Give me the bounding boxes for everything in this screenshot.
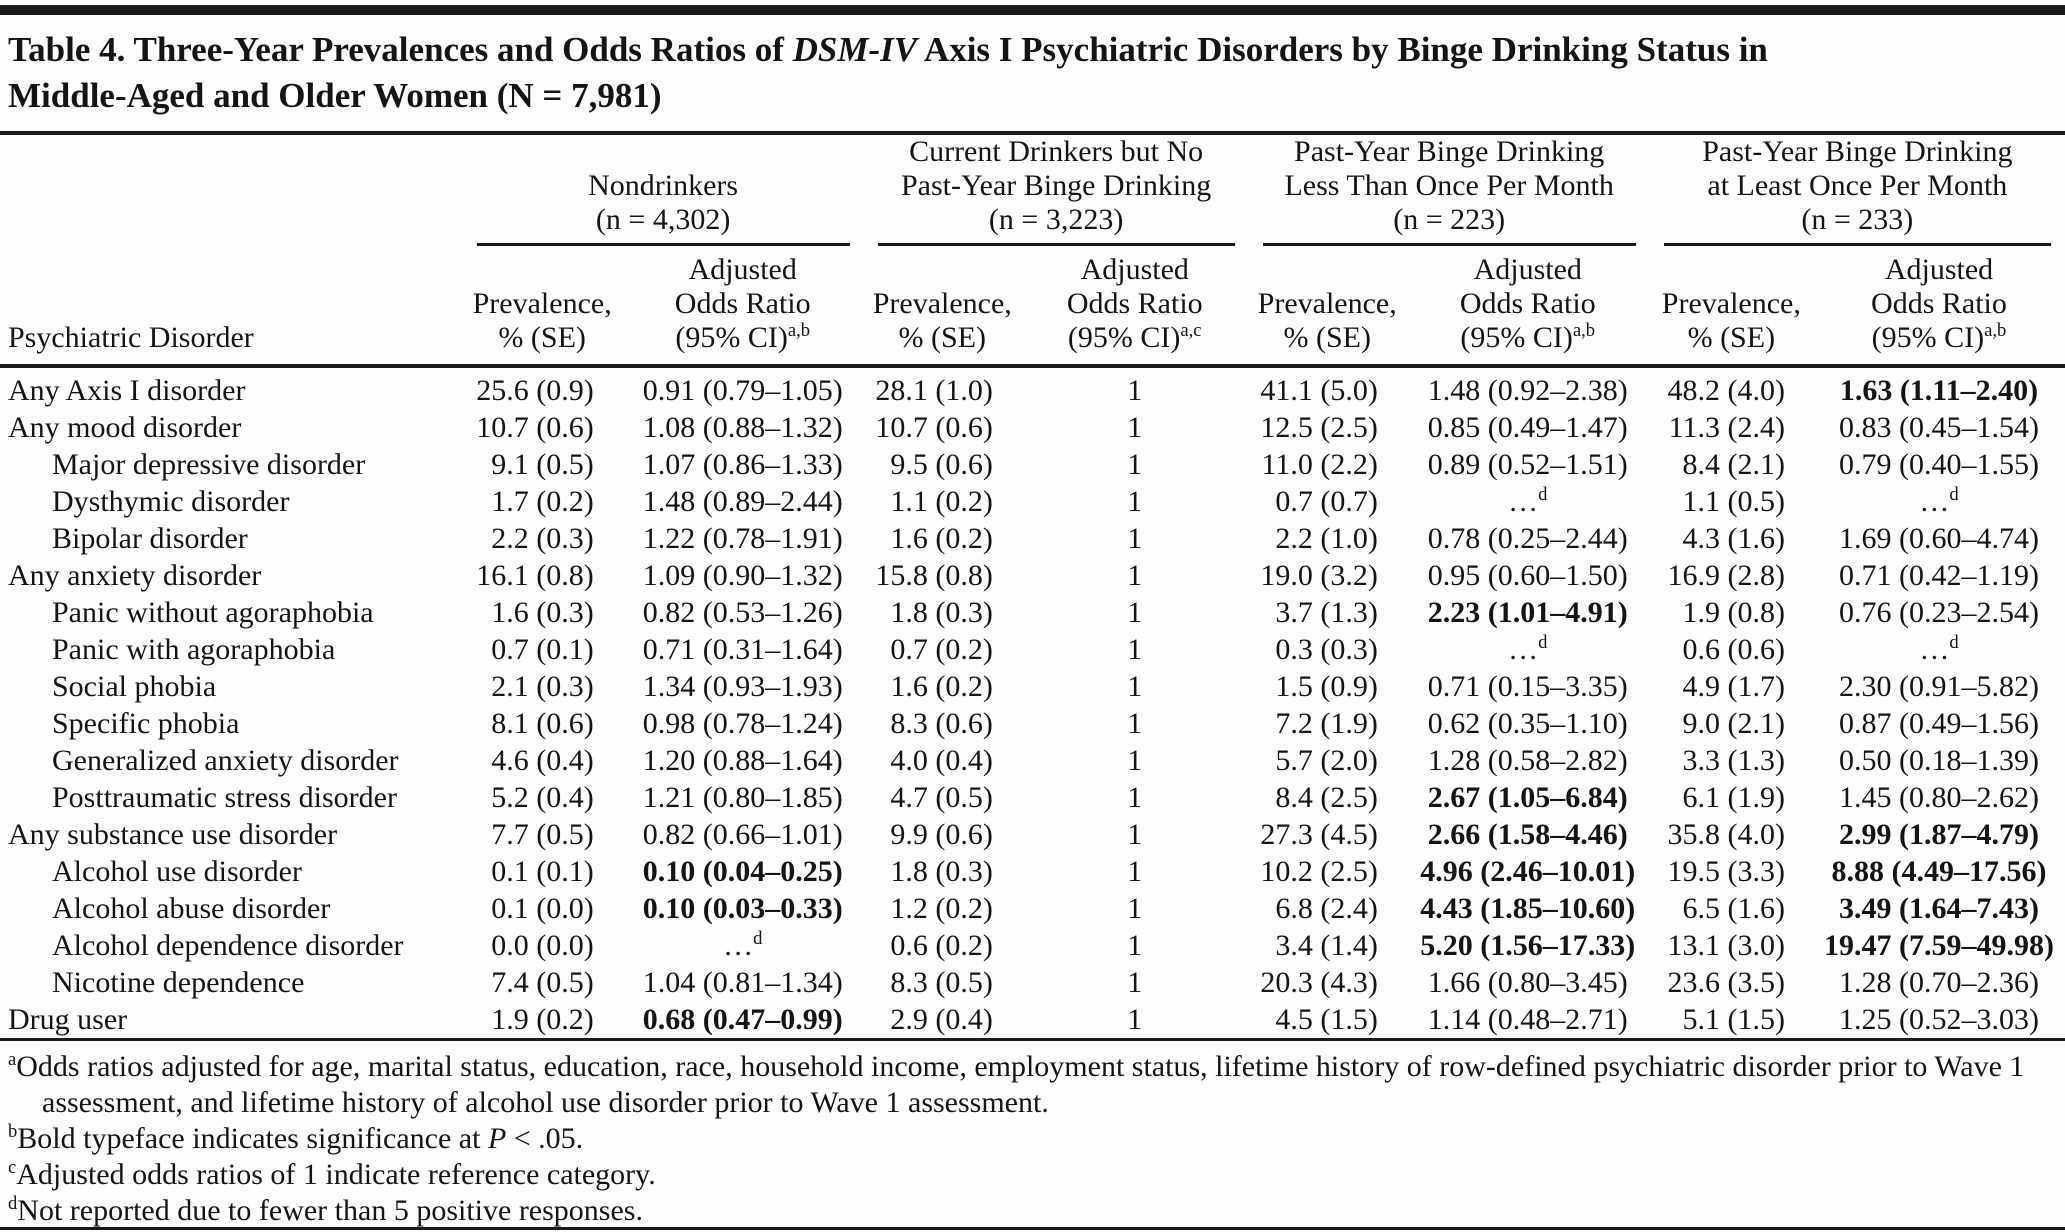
odds-ratio-cell: 1 bbox=[1127, 595, 1143, 629]
table-row bbox=[0, 816, 2065, 853]
corner-cell bbox=[0, 135, 463, 246]
prevalence-cell: 4.7 (0.5) bbox=[890, 780, 993, 814]
prevalence-cell: 1.7 (0.2) bbox=[491, 484, 594, 518]
odds-ratio-column-header-3: Adjusted Odds Ratio (95% CI)$^{a,b}$ bbox=[1406, 246, 1650, 366]
prevalence-cell: 4.6 (0.4) bbox=[491, 743, 594, 777]
odds-ratio-cell: 1 bbox=[1127, 743, 1143, 777]
odds-ratio-cell: …$^d$ bbox=[1919, 631, 1959, 666]
table-row bbox=[0, 557, 2065, 594]
odds-ratio-cell: 0.62 (0.35–1.10) bbox=[1427, 706, 1628, 740]
odds-ratio-column-header-1: Adjusted Odds Ratio (95% CI)$^{a,b}$ bbox=[622, 246, 864, 366]
odds-ratio-cell: 0.71 (0.31–1.64) bbox=[642, 632, 843, 666]
prevalence-column-header-2: Prevalence, % (SE) bbox=[864, 246, 1021, 366]
disorder-cell: Alcohol use disorder bbox=[52, 854, 302, 888]
prevalence-cell: 1.1 (0.2) bbox=[890, 484, 993, 518]
prevalence-column-header-4: Prevalence, % (SE) bbox=[1650, 246, 1813, 366]
table-row bbox=[0, 742, 2065, 779]
odds-ratio-cell: 0.89 (0.52–1.51) bbox=[1427, 447, 1628, 481]
odds-ratio-cell: 0.71 (0.42–1.19) bbox=[1838, 558, 2039, 592]
odds-ratio-cell: 1.45 (0.80–2.62) bbox=[1838, 780, 2039, 814]
prevalence-cell: 0.0 (0.0) bbox=[491, 928, 594, 962]
odds-ratio-cell: 0.98 (0.78–1.24) bbox=[642, 706, 843, 740]
disorder-cell: Specific phobia bbox=[52, 706, 240, 740]
prevalence-cell: 1.9 (0.2) bbox=[491, 1002, 594, 1036]
footnote-d: $^d$Not reported due to fewer than 5 positive responses. bbox=[8, 1193, 643, 1228]
table-header bbox=[0, 135, 2065, 366]
table-row bbox=[0, 1001, 2065, 1038]
prevalence-cell: 3.4 (1.4) bbox=[1275, 928, 1378, 962]
prevalence-cell: 1.5 (0.9) bbox=[1275, 669, 1378, 703]
prevalence-cell: 23.6 (3.5) bbox=[1667, 965, 1785, 999]
group-header-4 bbox=[1650, 135, 2065, 246]
prevalence-cell: 1.1 (0.5) bbox=[1682, 484, 1785, 518]
prevalence-cell: 11.0 (2.2) bbox=[1261, 447, 1378, 481]
odds-ratio-cell: 1.34 (0.93–1.93) bbox=[642, 669, 843, 703]
odds-ratio-cell: 1.28 (0.70–2.36) bbox=[1838, 965, 2039, 999]
odds-ratio-cell: 0.87 (0.49–1.56) bbox=[1838, 706, 2039, 740]
odds-ratio-column-header-4: Adjusted Odds Ratio (95% CI)$^{a,b}$ bbox=[1813, 246, 2065, 366]
table-row bbox=[0, 927, 2065, 964]
prevalence-cell: 6.5 (1.6) bbox=[1682, 891, 1785, 925]
prevalence-cell: 1.8 (0.3) bbox=[890, 595, 993, 629]
odds-ratio-cell: 1.08 (0.88–1.32) bbox=[642, 410, 843, 444]
table-title: Table 4. Three-Year Prevalences and Odds Ratios of DSM-IV Axis I Psychiatric Disorders by Binge Drinking Status in Middle-Aged and Older Women (N = 7,981) bbox=[8, 30, 1768, 116]
prevalence-cell: 16.1 (0.8) bbox=[476, 558, 594, 592]
group-header-1 bbox=[463, 135, 864, 246]
prevalence-cell: 0.7 (0.2) bbox=[890, 632, 993, 666]
group-header-label: Current Drinkers but No Past-Year Binge Drinking (n = 3,223) bbox=[878, 135, 1235, 246]
table-row bbox=[0, 366, 2065, 409]
group-header-row bbox=[0, 135, 2065, 246]
footnote-b: $^b$Bold typeface indicates significance at P < .05. bbox=[8, 1121, 584, 1156]
disorder-cell: Social phobia bbox=[52, 669, 217, 703]
prevalence-cell: 0.7 (0.1) bbox=[491, 632, 594, 666]
prevalence-cell: 1.6 (0.2) bbox=[890, 521, 993, 555]
odds-ratio-cell: 1.09 (0.90–1.32) bbox=[642, 558, 843, 592]
odds-ratio-cell: 2.99 (1.87–4.79) bbox=[1838, 817, 2039, 851]
odds-ratio-cell: 1.22 (0.78–1.91) bbox=[642, 521, 843, 555]
prevalence-cell: 2.1 (0.3) bbox=[491, 669, 594, 703]
prevalence-cell: 6.8 (2.4) bbox=[1275, 891, 1378, 925]
prevalence-cell: 15.8 (0.8) bbox=[875, 558, 993, 592]
data-table bbox=[0, 135, 2065, 1038]
prevalence-cell: 25.6 (0.9) bbox=[476, 373, 594, 407]
odds-ratio-cell: 0.95 (0.60–1.50) bbox=[1427, 558, 1628, 592]
odds-ratio-cell: 1 bbox=[1127, 373, 1143, 407]
prevalence-cell: 8.3 (0.5) bbox=[890, 965, 993, 999]
odds-ratio-cell: 1.28 (0.58–2.82) bbox=[1427, 743, 1628, 777]
disorder-cell: Any mood disorder bbox=[8, 410, 242, 444]
prevalence-cell: 1.6 (0.3) bbox=[491, 595, 594, 629]
prevalence-cell: 10.2 (2.5) bbox=[1260, 854, 1378, 888]
odds-ratio-cell: 1.25 (0.52–3.03) bbox=[1838, 1002, 2039, 1036]
odds-ratio-cell: 0.76 (0.23–2.54) bbox=[1838, 595, 2039, 629]
table-row bbox=[0, 964, 2065, 1001]
group-header-3 bbox=[1249, 135, 1650, 246]
odds-ratio-cell: …$^d$ bbox=[1508, 483, 1548, 518]
prevalence-cell: 19.0 (3.2) bbox=[1260, 558, 1378, 592]
prevalence-cell: 0.6 (0.6) bbox=[1682, 632, 1785, 666]
odds-ratio-cell: 1 bbox=[1127, 632, 1143, 666]
prevalence-cell: 5.2 (0.4) bbox=[491, 780, 594, 814]
prevalence-cell: 1.6 (0.2) bbox=[890, 669, 993, 703]
table-row bbox=[0, 446, 2065, 483]
prevalence-cell: 20.3 (4.3) bbox=[1260, 965, 1378, 999]
table-row bbox=[0, 668, 2065, 705]
prevalence-cell: 2.2 (0.3) bbox=[491, 521, 594, 555]
odds-ratio-cell: 1.07 (0.86–1.33) bbox=[642, 447, 843, 481]
odds-ratio-cell: 2.67 (1.05–6.84) bbox=[1427, 780, 1628, 814]
prevalence-cell: 2.2 (1.0) bbox=[1275, 521, 1378, 555]
prevalence-cell: 7.4 (0.5) bbox=[491, 965, 594, 999]
prevalence-cell: 7.2 (1.9) bbox=[1275, 706, 1378, 740]
odds-ratio-cell: 1.04 (0.81–1.34) bbox=[642, 965, 843, 999]
prevalence-cell: 2.9 (0.4) bbox=[890, 1002, 993, 1036]
odds-ratio-cell: 0.82 (0.66–1.01) bbox=[642, 817, 843, 851]
disorder-cell: Generalized anxiety disorder bbox=[52, 743, 399, 777]
odds-ratio-cell: 1 bbox=[1127, 1002, 1143, 1036]
odds-ratio-cell: 1 bbox=[1127, 780, 1143, 814]
prevalence-cell: 28.1 (1.0) bbox=[875, 373, 993, 407]
prevalence-cell: 1.9 (0.8) bbox=[1682, 595, 1785, 629]
prevalence-cell: 41.1 (5.0) bbox=[1260, 373, 1378, 407]
prevalence-column-header-1: Prevalence, % (SE) bbox=[463, 246, 622, 366]
table-row bbox=[0, 779, 2065, 816]
odds-ratio-cell: 8.88 (4.49–17.56) bbox=[1831, 854, 2047, 888]
prevalence-cell: 48.2 (4.0) bbox=[1667, 373, 1785, 407]
odds-ratio-cell: 1 bbox=[1127, 965, 1143, 999]
prevalence-cell: 0.1 (0.1) bbox=[491, 854, 594, 888]
disorder-cell: Panic without agoraphobia bbox=[52, 595, 374, 629]
disorder-cell: Panic with agoraphobia bbox=[52, 632, 336, 666]
odds-ratio-cell: 1.14 (0.48–2.71) bbox=[1427, 1002, 1628, 1036]
odds-ratio-cell: …$^d$ bbox=[1919, 483, 1959, 518]
odds-ratio-cell: 1 bbox=[1127, 706, 1143, 740]
odds-ratio-cell: 1 bbox=[1127, 891, 1143, 925]
prevalence-cell: 35.8 (4.0) bbox=[1667, 817, 1785, 851]
odds-ratio-cell: 0.82 (0.53–1.26) bbox=[642, 595, 843, 629]
disorder-cell: Major depressive disorder bbox=[52, 447, 366, 481]
table-row bbox=[0, 594, 2065, 631]
prevalence-cell: 19.5 (3.3) bbox=[1667, 854, 1785, 888]
disorder-cell: Any substance use disorder bbox=[8, 817, 338, 851]
prevalence-cell: 0.3 (0.3) bbox=[1275, 632, 1378, 666]
prevalence-cell: 1.2 (0.2) bbox=[890, 891, 993, 925]
disorder-cell: Posttraumatic stress disorder bbox=[52, 780, 397, 814]
odds-ratio-cell: 2.30 (0.91–5.82) bbox=[1838, 669, 2039, 703]
odds-ratio-cell: 1 bbox=[1127, 558, 1143, 592]
prevalence-cell: 9.9 (0.6) bbox=[890, 817, 993, 851]
group-header-2 bbox=[864, 135, 1249, 246]
prevalence-cell: 0.7 (0.7) bbox=[1275, 484, 1378, 518]
prevalence-cell: 3.3 (1.3) bbox=[1682, 743, 1785, 777]
prevalence-cell: 7.7 (0.5) bbox=[491, 817, 594, 851]
row-header-label: Psychiatric Disorder bbox=[0, 246, 463, 366]
odds-ratio-cell: 2.66 (1.58–4.46) bbox=[1427, 817, 1628, 851]
table-body bbox=[0, 366, 2065, 1038]
prevalence-cell: 5.1 (1.5) bbox=[1682, 1002, 1785, 1036]
disorder-cell: Drug user bbox=[8, 1002, 128, 1036]
odds-ratio-cell: 1 bbox=[1127, 447, 1143, 481]
odds-ratio-cell: 4.96 (2.46–10.01) bbox=[1420, 854, 1636, 888]
odds-ratio-cell: 1.48 (0.92–2.38) bbox=[1427, 373, 1628, 407]
prevalence-cell: 16.9 (2.8) bbox=[1667, 558, 1785, 592]
odds-ratio-cell: 0.85 (0.49–1.47) bbox=[1427, 410, 1628, 444]
odds-ratio-cell: 1 bbox=[1127, 669, 1143, 703]
odds-ratio-cell: 0.91 (0.79–1.05) bbox=[642, 373, 843, 407]
odds-ratio-cell: 1 bbox=[1127, 854, 1143, 888]
group-header-label: Past-Year Binge Drinking Less Than Once Per Month (n = 223) bbox=[1263, 135, 1636, 246]
odds-ratio-cell: 0.10 (0.04–0.25) bbox=[642, 854, 843, 888]
prevalence-cell: 8.3 (0.6) bbox=[890, 706, 993, 740]
table-row bbox=[0, 705, 2065, 742]
table-row bbox=[0, 890, 2065, 927]
prevalence-cell: 11.3 (2.4) bbox=[1668, 410, 1785, 444]
footnote-a: $^a$Odds ratios adjusted for age, marital status, education, race, household income, employment status, lifetime history of row-defined psychiatric disorder prior to Wave 1 assessment, and lifetime history of alcohol use disorder prior to Wave 1 assessment. bbox=[8, 1049, 2025, 1120]
odds-ratio-cell: 1.66 (0.80–3.45) bbox=[1427, 965, 1628, 999]
odds-ratio-cell: 1.21 (0.80–1.85) bbox=[642, 780, 843, 814]
group-header-label: Past-Year Binge Drinking at Least Once Per Month (n = 233) bbox=[1664, 135, 2051, 246]
prevalence-cell: 8.4 (2.5) bbox=[1275, 780, 1378, 814]
odds-ratio-cell: 1 bbox=[1127, 928, 1143, 962]
prevalence-cell: 0.1 (0.0) bbox=[491, 891, 594, 925]
prevalence-cell: 9.0 (2.1) bbox=[1682, 706, 1785, 740]
prevalence-cell: 9.5 (0.6) bbox=[890, 447, 993, 481]
odds-ratio-cell: 19.47 (7.59–49.98) bbox=[1823, 928, 2054, 962]
prevalence-cell: 4.5 (1.5) bbox=[1275, 1002, 1378, 1036]
odds-ratio-cell: 0.71 (0.15–3.35) bbox=[1427, 669, 1628, 703]
disorder-cell: Alcohol abuse disorder bbox=[52, 891, 331, 925]
disorder-cell: Bipolar disorder bbox=[52, 521, 248, 555]
prevalence-cell: 8.1 (0.6) bbox=[491, 706, 594, 740]
odds-ratio-cell: 1.69 (0.60–4.74) bbox=[1838, 521, 2039, 555]
odds-ratio-cell: 1 bbox=[1127, 484, 1143, 518]
top-rule-bar bbox=[0, 5, 2065, 15]
odds-ratio-cell: 0.83 (0.45–1.54) bbox=[1838, 410, 2039, 444]
prevalence-cell: 3.7 (1.3) bbox=[1275, 595, 1378, 629]
odds-ratio-cell: 0.78 (0.25–2.44) bbox=[1427, 521, 1628, 555]
odds-ratio-cell: 2.23 (1.01–4.91) bbox=[1427, 595, 1628, 629]
odds-ratio-cell: 1.63 (1.11–2.40) bbox=[1839, 373, 2039, 407]
odds-ratio-cell: …$^d$ bbox=[1508, 631, 1548, 666]
prevalence-cell: 9.1 (0.5) bbox=[491, 447, 594, 481]
odds-ratio-cell: …$^d$ bbox=[723, 927, 763, 962]
prevalence-cell: 4.9 (1.7) bbox=[1682, 669, 1785, 703]
prevalence-cell: 12.5 (2.5) bbox=[1260, 410, 1378, 444]
disorder-cell: Nicotine dependence bbox=[52, 965, 305, 999]
prevalence-cell: 13.1 (3.0) bbox=[1667, 928, 1785, 962]
table-row bbox=[0, 520, 2065, 557]
prevalence-cell: 1.8 (0.3) bbox=[890, 854, 993, 888]
disorder-cell: Alcohol dependence disorder bbox=[52, 928, 404, 962]
prevalence-cell: 10.7 (0.6) bbox=[875, 410, 993, 444]
odds-ratio-cell: 1 bbox=[1127, 521, 1143, 555]
odds-ratio-cell: 5.20 (1.56–17.33) bbox=[1420, 928, 1636, 962]
table-row bbox=[0, 483, 2065, 520]
odds-ratio-cell: 1.48 (0.89–2.44) bbox=[642, 484, 843, 518]
odds-ratio-cell: 0.50 (0.18–1.39) bbox=[1838, 743, 2039, 777]
disorder-cell: Dysthymic disorder bbox=[52, 484, 290, 518]
prevalence-cell: 4.3 (1.6) bbox=[1682, 521, 1785, 555]
prevalence-cell: 4.0 (0.4) bbox=[890, 743, 993, 777]
table-row bbox=[0, 631, 2065, 668]
prevalence-cell: 10.7 (0.6) bbox=[476, 410, 594, 444]
prevalence-cell: 0.6 (0.2) bbox=[890, 928, 993, 962]
column-header-row bbox=[0, 246, 2065, 366]
prevalence-cell: 8.4 (2.1) bbox=[1682, 447, 1785, 481]
odds-ratio-column-header-2: Adjusted Odds Ratio (95% CI)$^{a,c}$ bbox=[1021, 246, 1249, 366]
odds-ratio-cell: 1 bbox=[1127, 410, 1143, 444]
prevalence-cell: 5.7 (2.0) bbox=[1275, 743, 1378, 777]
odds-ratio-cell: 4.43 (1.85–10.60) bbox=[1420, 891, 1636, 925]
table-row bbox=[0, 853, 2065, 890]
odds-ratio-cell: 0.10 (0.03–0.33) bbox=[642, 891, 843, 925]
disorder-cell: Any anxiety disorder bbox=[8, 558, 262, 592]
odds-ratio-cell: 3.49 (1.64–7.43) bbox=[1838, 891, 2039, 925]
table-row bbox=[0, 409, 2065, 446]
odds-ratio-cell: 1.20 (0.88–1.64) bbox=[642, 743, 843, 777]
odds-ratio-cell: 0.79 (0.40–1.55) bbox=[1838, 447, 2039, 481]
group-header-label: Nondrinkers (n = 4,302) bbox=[477, 169, 850, 246]
footnotes-section bbox=[0, 1041, 2065, 1232]
bottom-rule bbox=[0, 1227, 2065, 1230]
footnote-c: $^c$Adjusted odds ratios of 1 indicate reference category. bbox=[8, 1157, 656, 1192]
odds-ratio-cell: 0.68 (0.47–0.99) bbox=[642, 1002, 843, 1036]
prevalence-cell: 27.3 (4.5) bbox=[1260, 817, 1378, 851]
prevalence-column-header-3: Prevalence, % (SE) bbox=[1249, 246, 1406, 366]
odds-ratio-cell: 1 bbox=[1127, 817, 1143, 851]
disorder-cell: Any Axis I disorder bbox=[8, 373, 246, 407]
prevalence-cell: 6.1 (1.9) bbox=[1682, 780, 1785, 814]
